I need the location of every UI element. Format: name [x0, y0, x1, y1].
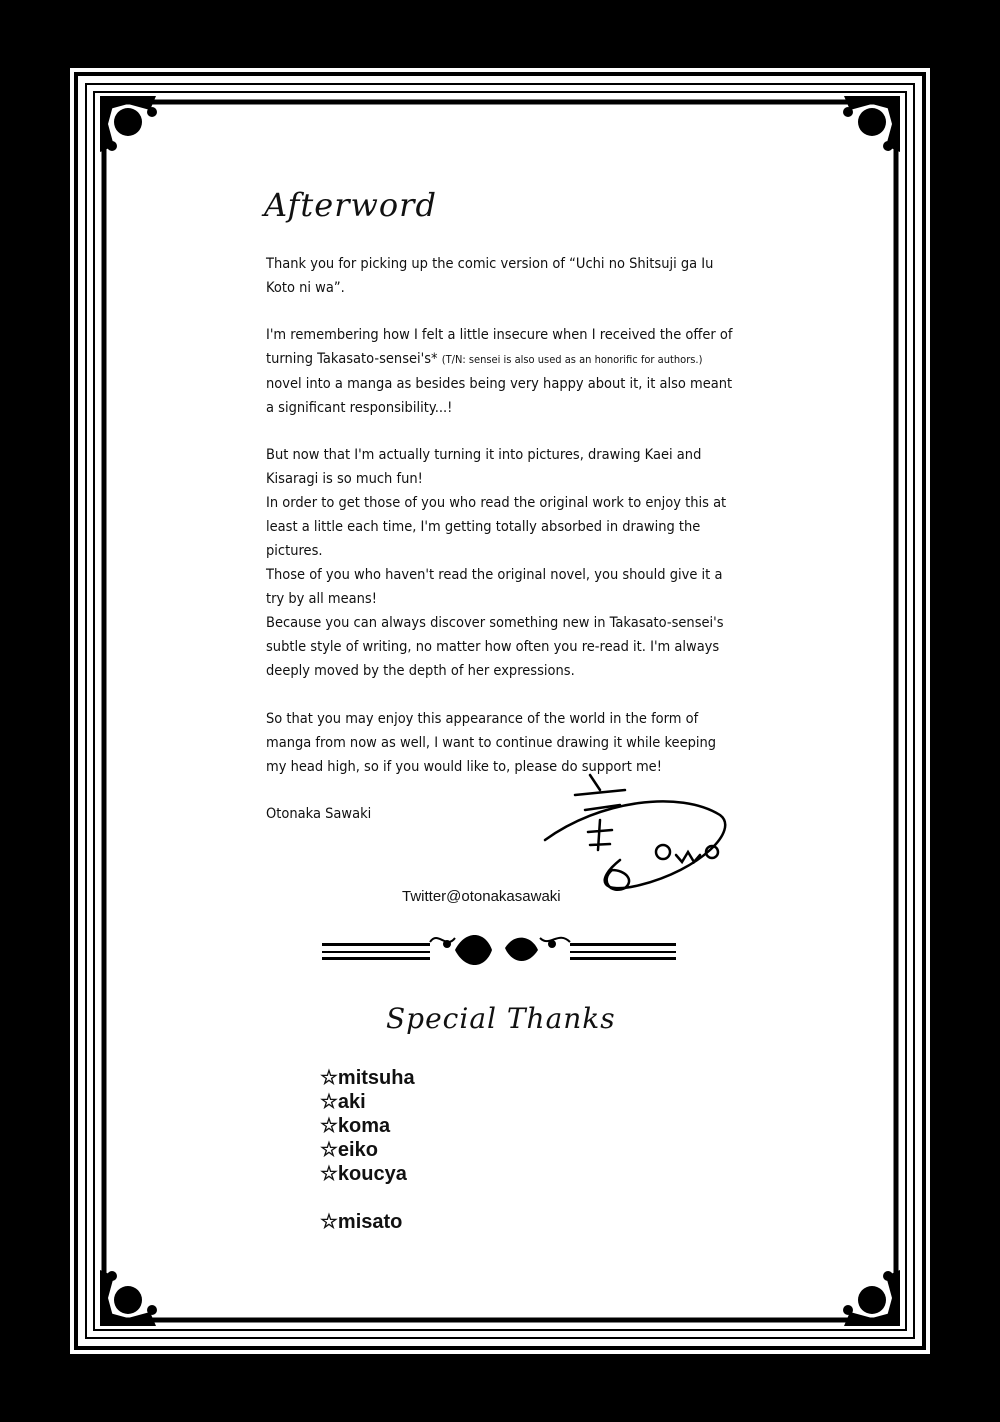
special-thanks-title: Special Thanks — [386, 1002, 616, 1035]
paragraph-3: But now that I'm actually turning it into pictures, drawing Kaei and Kisaragi is so much fun! — [266, 447, 702, 487]
afterword-title: Afterword — [264, 186, 437, 224]
twitter-handle: Twitter@otonakasawaki — [402, 888, 561, 905]
paragraph-7: So that you may enjoy this appearance of the world in the form of manga from now as well, I want to continue drawing it while keeping my head high, so if you would like to, please do support me! — [266, 711, 717, 775]
translator-note: (T/N: sensei is also used as an honorific for authors.) — [441, 353, 703, 366]
thanks-name: ☆misato — [320, 1211, 403, 1233]
thanks-name: ☆mitsuha — [320, 1067, 415, 1089]
paragraph-6: Because you can always discover something new in Takasato-sensei's subtle style of writing, no matter how often you re-read it. I'm always deeply moved by the depth of her expressions. — [266, 615, 724, 679]
paragraph-4: In order to get those of you who read the original work to enjoy this at least a little each time, I'm getting totally absorbed in drawing the pictures. — [266, 495, 727, 559]
thanks-name: ☆aki — [320, 1091, 366, 1113]
thanks-name: ☆koucya — [320, 1163, 407, 1185]
paragraph-2-text-b: novel into a manga as besides being very happy about it, it also meant a significant responsibility...! — [266, 376, 733, 416]
author-name: Otonaka Sawaki — [266, 806, 372, 822]
paragraph-2-text-a: I'm remembering how I felt a little insecure when I received the offer of turning Takasato-sensei's* — [266, 327, 733, 367]
thanks-name: ☆eiko — [320, 1139, 378, 1161]
paragraph-1: Thank you for picking up the comic version of “Uchi no Shitsuji ga Iu Koto ni wa”. — [266, 256, 714, 296]
paragraph-5: Those of you who haven't read the original novel, you should give it a try by all means! — [266, 567, 723, 607]
thanks-name: ☆koma — [320, 1115, 391, 1137]
paragraph-2 — [266, 323, 734, 420]
